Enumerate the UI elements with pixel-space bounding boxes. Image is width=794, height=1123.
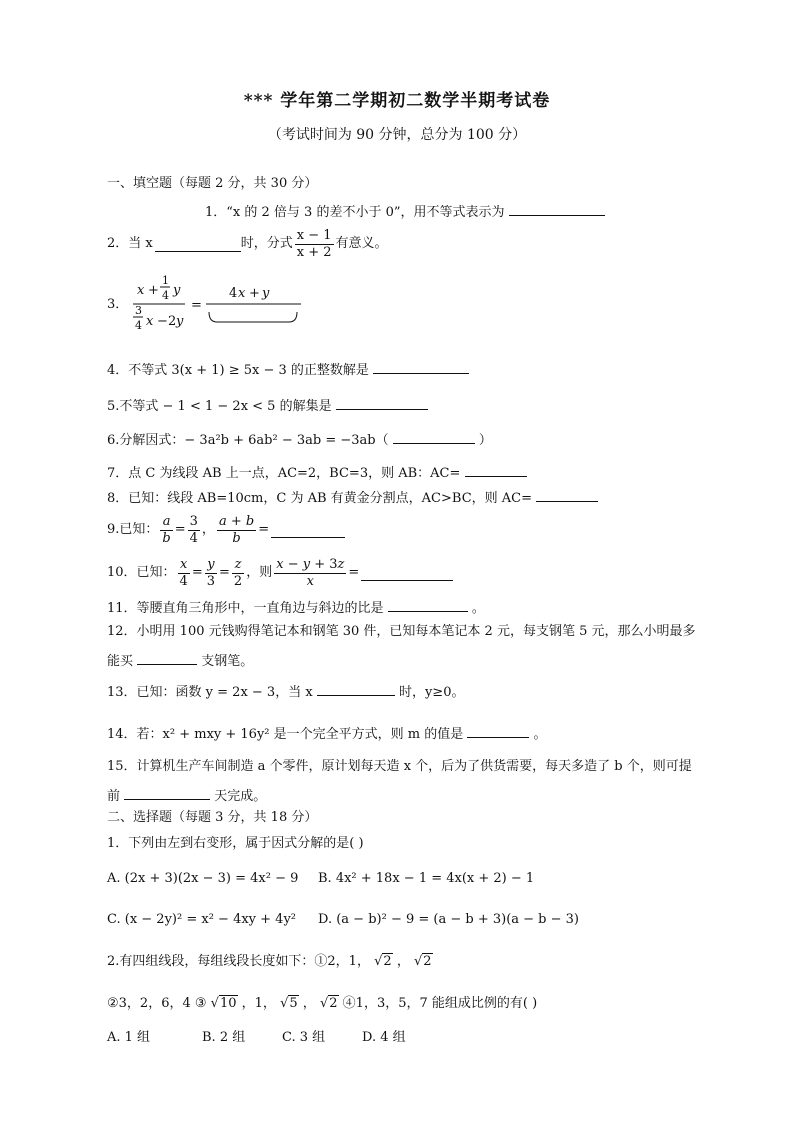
fraction: $\frac{y}{3}$ bbox=[206, 556, 216, 589]
choice-question-1: 1．下列由左到右变形，属于因式分解的是( ) bbox=[107, 836, 364, 851]
question-4 bbox=[107, 359, 469, 380]
svg-text:x: x bbox=[146, 314, 154, 329]
page-title: *** 学年第二学期初二数学半期考试卷 bbox=[243, 91, 551, 111]
question-8 bbox=[107, 487, 598, 508]
question-text: 14．若：x² + mxy + 16y² 是一个完全平方式，则 m 的值是 bbox=[107, 727, 464, 742]
choice-question-2-groups: ②3，2，6，4 ③ √10 ，1， √5 ， √2 ④1，3，5，7 能组成比例的有( ) bbox=[107, 996, 538, 1011]
question-text: 6.分解因式：− 3a²b + 6ab² − 3ab = −3ab（ bbox=[107, 433, 389, 448]
option-1-b: B. 4x² + 18x − 1 = 4x(x + 2) − 1 bbox=[318, 871, 535, 886]
question-text: 2.有四组线段，每组线段长度如下：①2，1， bbox=[107, 954, 370, 969]
question-text: 4．不等式 3(x + 1) ≥ 5x − 3 的正整数解是 bbox=[107, 363, 369, 378]
answer-blank bbox=[155, 237, 241, 252]
sqrt: √5 bbox=[280, 996, 298, 1011]
fraction: $\frac{a + b}{b}$ bbox=[218, 513, 255, 546]
question-11: 11．等腰直角三角形中，一直角边与斜边的比是 。 bbox=[107, 597, 485, 618]
question-text: 9.已知： bbox=[107, 522, 159, 537]
question-text: 支钢笔。 bbox=[201, 654, 254, 669]
answer-blank bbox=[124, 785, 210, 800]
question-text: 时，y≥0。 bbox=[398, 685, 465, 700]
question-text: 天完成。 bbox=[214, 789, 267, 804]
sqrt: √2 bbox=[413, 954, 432, 969]
question-number: 3． bbox=[107, 297, 129, 312]
section-heading-choice: 二、选择题（每题 3 分，共 18 分） bbox=[107, 810, 318, 825]
option-1-c: C. (x − 2y)² = x² − 4xy + 4y² bbox=[107, 912, 296, 927]
question-text: 10．已知： bbox=[107, 565, 176, 580]
answer-blank bbox=[465, 462, 527, 477]
question-text: 11．等腰直角三角形中，一直角边与斜边的比是 bbox=[107, 601, 384, 616]
svg-text:y: y bbox=[176, 314, 184, 329]
svg-text:3: 3 bbox=[135, 304, 142, 317]
section-heading-fill: 一、填空题（每题 2 分，共 30 分） bbox=[107, 176, 318, 191]
fraction: $\frac{x}{4}$ bbox=[179, 556, 188, 589]
svg-text:2: 2 bbox=[168, 314, 177, 329]
question-text: 有意义。 bbox=[335, 236, 388, 251]
fraction-numerator: x − 1 bbox=[296, 227, 332, 243]
question-3-formula bbox=[129, 272, 409, 334]
option-2-c: C. 3 组 bbox=[282, 1030, 326, 1045]
question-6 bbox=[107, 429, 492, 450]
choice-question-2: 2.有四组线段，每组线段长度如下：①2，1， √2 ， √2 bbox=[107, 954, 432, 969]
question-9: 9.已知： $\frac{a}{b}$ = $\frac{3}{4}$ ， $\frac{a + b}{b}$ = bbox=[107, 510, 345, 550]
svg-text:4: 4 bbox=[162, 289, 169, 302]
question-text: ，则 bbox=[246, 565, 273, 580]
option-1-d: D. (a − b)² − 9 = (a − b + 3)(a − b − 3) bbox=[318, 912, 579, 927]
question-5 bbox=[107, 395, 428, 416]
question-text: ） bbox=[478, 433, 492, 448]
svg-text:1: 1 bbox=[162, 274, 169, 287]
fraction: $\frac{x - y + 3z}{x}$ bbox=[276, 556, 345, 589]
answer-blank bbox=[393, 429, 475, 444]
answer-blank bbox=[467, 723, 529, 738]
answer-blank bbox=[373, 359, 469, 374]
fraction: $\frac{z}{2}$ bbox=[233, 556, 243, 589]
svg-text:4: 4 bbox=[229, 286, 238, 301]
answer-blank bbox=[336, 395, 428, 410]
question-text: 能买 bbox=[107, 654, 134, 669]
question-text: ②3，2，6，4 ③ bbox=[107, 996, 207, 1011]
svg-text:+: + bbox=[148, 283, 159, 298]
answer-blank bbox=[137, 650, 197, 665]
answer-blank bbox=[536, 487, 598, 502]
svg-text:+: + bbox=[249, 286, 260, 301]
answer-blank bbox=[388, 597, 468, 612]
answer-blank bbox=[317, 681, 395, 696]
question-12-line-1: 12．小明用 100 元钱购得笔记本和钢笔 30 件，已知每本笔记本 2 元，每支钢笔 5 元，那么小明最多 bbox=[107, 624, 696, 639]
svg-text:x: x bbox=[137, 283, 145, 298]
fraction: $\frac{3}{4}$ bbox=[189, 513, 198, 546]
question-text: 7．点 C 为线段 AB 上一点，AC=2，BC=3，则 AB：AC= bbox=[107, 466, 461, 481]
question-text: 时，分式 bbox=[240, 236, 293, 251]
question-text: 5.不等式 − 1 < 1 − 2x < 5 的解集是 bbox=[107, 399, 332, 414]
sqrt: √2 bbox=[319, 996, 338, 1011]
question-12-line-2 bbox=[107, 650, 253, 671]
fraction-denominator: x + 2 bbox=[296, 244, 332, 260]
option-2-d: D. 4 组 bbox=[362, 1030, 406, 1045]
question-text: 前 bbox=[107, 789, 121, 804]
fraction bbox=[295, 228, 334, 261]
sqrt: √2 bbox=[374, 954, 392, 969]
question-text: ④1，3，5，7 能组成比例的有( ) bbox=[342, 996, 538, 1011]
question-13 bbox=[107, 681, 464, 702]
svg-text:−: − bbox=[157, 314, 168, 329]
question-1 bbox=[205, 201, 605, 222]
fraction: $\frac{a}{b}$ bbox=[162, 513, 171, 546]
svg-text:x: x bbox=[238, 286, 246, 301]
question-text: 13．已知：函数 y = 2x − 3，当 x bbox=[107, 685, 313, 700]
svg-text:y: y bbox=[262, 286, 270, 301]
question-text: 2．当 x bbox=[107, 236, 153, 251]
question-14: 14．若：x² + mxy + 16y² 是一个完全平方式，则 m 的值是 。 bbox=[107, 723, 547, 744]
sqrt: √10 bbox=[210, 996, 237, 1011]
svg-text:=: = bbox=[191, 298, 202, 313]
page-subtitle: （考试时间为 90 分钟，总分为 100 分） bbox=[267, 127, 527, 143]
answer-blank bbox=[509, 201, 605, 216]
question-15-line-2 bbox=[107, 785, 266, 806]
question-text: 1．“x 的 2 倍与 3 的差不小于 0”，用不等式表示为 bbox=[205, 205, 505, 220]
option-2-a: A. 1 组 bbox=[107, 1030, 151, 1045]
question-15-line-1: 15．计算机生产车间制造 a 个零件，原计划每天造 x 个，后为了供货需要，每天多造了 b 个，则可提 bbox=[107, 759, 692, 774]
option-2-b: B. 2 组 bbox=[202, 1030, 246, 1045]
answer-blank bbox=[271, 523, 345, 538]
svg-text:4: 4 bbox=[135, 319, 142, 332]
question-7 bbox=[107, 462, 527, 483]
option-1-a: A. (2x + 3)(2x − 3) = 4x² − 9 bbox=[107, 871, 299, 886]
answer-blank bbox=[361, 566, 453, 581]
svg-text:y: y bbox=[173, 283, 181, 298]
question-text: 8．已知：线段 AB=10cm，C 为 AB 有黄金分割点，AC>BC，则 AC= bbox=[107, 491, 533, 506]
question-text: ， bbox=[201, 522, 215, 537]
question-10: 10．已知： $\frac{x}{4}$ = $\frac{y}{3}$ = $\frac{z}{2}$ ，则 $\frac{x - y + 3z}{x}$ = bbox=[107, 553, 453, 593]
question-2 bbox=[107, 224, 388, 264]
